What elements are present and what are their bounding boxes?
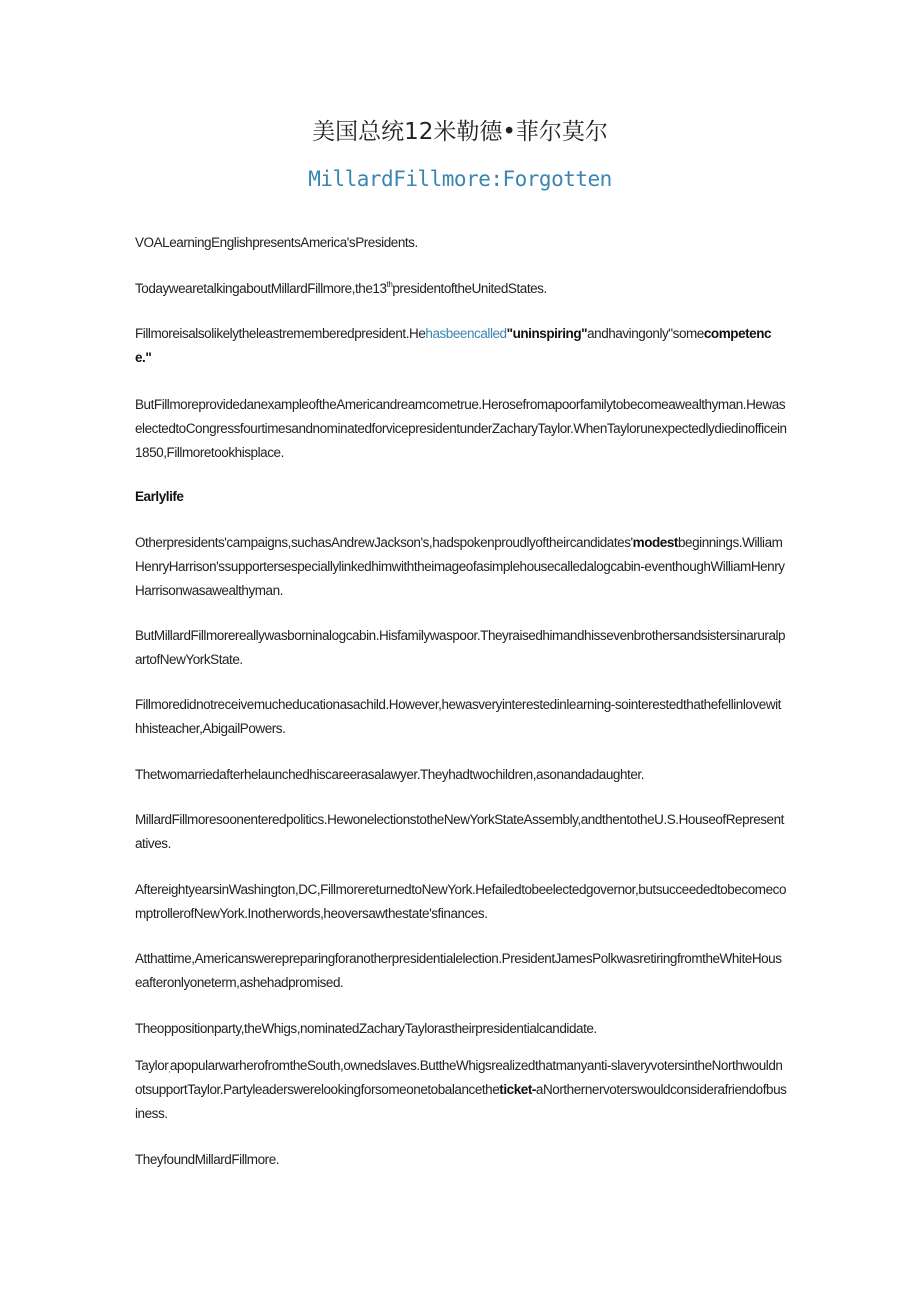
p5-text-a: Otherpresidents'campaigns,suchasAndrewJackson's,hadspokenproudlyoftheircandidates' bbox=[135, 535, 633, 550]
ordinal-suffix: th bbox=[386, 280, 393, 289]
paragraph-today-text-b: presidentoftheUnitedStates. bbox=[392, 281, 547, 296]
p13-text-c: aNorthernervoterswouldconsiderafriendofbusiness. bbox=[135, 1082, 787, 1121]
paragraph-today-text-a: TodaywearetalkingaboutMillardFillmore,the13 bbox=[135, 281, 387, 296]
paragraph-taylor bbox=[135, 1054, 787, 1126]
paragraph-today bbox=[135, 277, 787, 301]
p13-bold-ticket: ticket- bbox=[499, 1082, 536, 1097]
paragraph-intro: VOALearningEnglishpresentsAmerica'sPresidents. bbox=[135, 235, 418, 250]
chinese-title: 美国总统12米勒德•菲尔莫尔 bbox=[312, 119, 608, 145]
paragraph-least-remembered bbox=[135, 322, 787, 370]
highlighted-link-text[interactable]: hasbeencalled bbox=[425, 326, 507, 341]
paragraph-american-dream: ButFillmoreprovidedanexampleoftheAmericandreamcometrue.Herosefromapoorfamilytobecomeawealthyman.HewaselectedtoCongressfourtimesandnominatedforvicepresidentunderZacharyTaylor.WhenTaylorunexpectedlydiedinofficein1850,Fillmoretookhisplace. bbox=[135, 397, 787, 460]
paragraph-election: Atthattime,Americanswerepreparingforanotherpresidentialelection.PresidentJamesPolkwasretiringfromtheWhiteHouseafteronlyoneterm,ashehadpromised. bbox=[135, 951, 782, 990]
p3-text-a: Fillmoreisalsolikelytheleastrememberedpresident.He bbox=[135, 326, 426, 341]
paragraph-comptroller: AftereightyearsinWashington,DC,FillmorereturnedtoNewYork.Hefailedtobeelectedgovernor,butsucceededtobecomecomptrollerofNewYork.Inotherwords,heoversawthestate'sfinances. bbox=[135, 882, 786, 921]
paragraph-campaigns bbox=[135, 531, 787, 603]
p13-text-a: Taylor bbox=[135, 1058, 169, 1073]
paragraph-found-fillmore: TheyfoundMillardFillmore. bbox=[135, 1152, 280, 1167]
p13-sub-mark: , bbox=[168, 1067, 170, 1074]
p3-text-b: andhavingonly"some bbox=[587, 326, 704, 341]
p5-text-b: beginnings.WilliamHenryHarrison'ssupportersespeciallylinkedhimwiththeimageofasimplehousecalledalogcabin-eventhoughWilliamHenryHarrisonwasawealthyman. bbox=[135, 535, 785, 598]
p3-bold-competence: competence." bbox=[135, 326, 772, 365]
paragraph-education: Fillmoredidnotreceivemucheducationasachild.However,hewasveryinterestedinlearning-sointerestedthathefellinlovewithhisteacher,AbigailPowers. bbox=[135, 697, 781, 736]
english-title: MillardFillmore:Forgotten bbox=[308, 167, 612, 191]
early-life-heading-text: Earlylife bbox=[135, 489, 184, 504]
section-heading-early-life bbox=[135, 485, 787, 509]
p3-bold-uninspiring: "uninspiring" bbox=[506, 326, 588, 341]
paragraph-politics: MillardFillmoresoonenteredpolitics.HewonelectionstotheNewYorkStateAssembly,andthentotheU.S.HouseofRepresentatives. bbox=[135, 812, 784, 851]
p5-bold-modest: modest bbox=[632, 535, 678, 550]
paragraph-log-cabin: ButMillardFillmorereallywasborninalogcabin.Hisfamilywaspoor.TheyraisedhimandhissevenbrothersandsistersinaruralpartofNewYorkState. bbox=[135, 628, 786, 667]
paragraph-marriage: Thetwomarriedafterhelaunchedhiscareerasalawyer.Theyhadtwochildren,asonandadaughter. bbox=[135, 767, 644, 782]
p13-text-b: apopularwarherofromtheSouth,ownedslaves.ButtheWhigsrealizedthatmanyanti-slaveryvotersintheNorthwouldnotsupportTaylor.Partyleaderswerelookingforsomeonetobalancethe bbox=[135, 1058, 783, 1097]
paragraph-whigs: Theoppositionparty,theWhigs,nominatedZacharyTaylorastheirpresidentialcandidate. bbox=[135, 1021, 597, 1036]
